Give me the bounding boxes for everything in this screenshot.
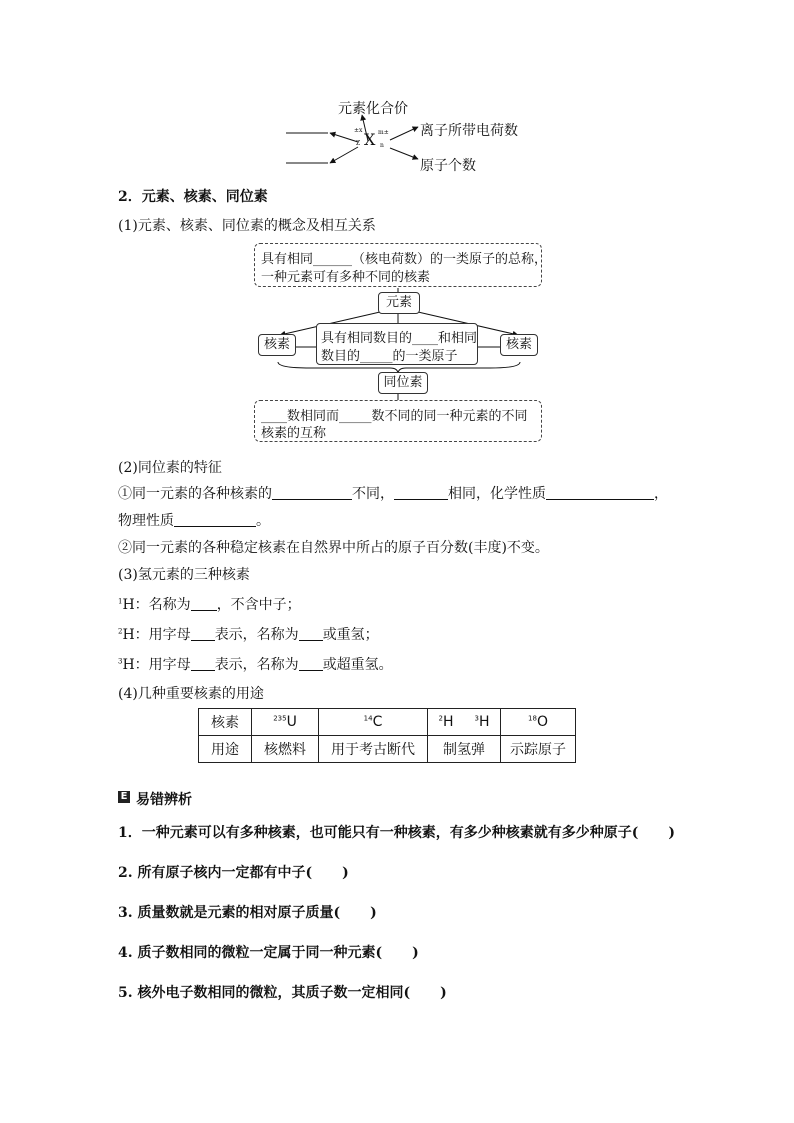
atom-count-label: 原子个数 xyxy=(420,158,476,174)
feature-1-line: ①同一元素的各种核素的 不同， 相同，化学性质 ， xyxy=(118,486,668,502)
isotope-box: 同位素 xyxy=(378,372,428,394)
isotope-definition-box: ____数相同而_____数不同的同一种元素的不同 核素的互称 xyxy=(254,400,542,442)
question-1: 1．一种元素可以有多种核素，也可能只有一种核素，有多少种核素就有多少种原子( ) xyxy=(118,825,675,841)
section-2-title: 2．元素、核素、同位素 xyxy=(118,189,268,205)
question-5: 5. 核外电子数相同的微粒，其质子数一定相同( ) xyxy=(118,985,447,1001)
subsection-1-title: (1)元素、核素、同位素的概念及相互关系 xyxy=(118,218,376,234)
errors-section-title: 易错辨析 xyxy=(136,792,192,808)
feature-2-line: ②同一元素的各种稳定核素在自然界中所占的原子百分数(丰度)不变。 xyxy=(118,540,549,556)
nuclide-symbol: ±x Z X m± n xyxy=(354,127,389,149)
deuterium-line: $^2$H：用字母 表示，名称为 或重氢； xyxy=(118,627,379,643)
subsection-2-title: (2)同位素的特征 xyxy=(118,460,222,476)
element-definition-box: 具有相同______（核电荷数）的一类原子的总称， 一种元素可有多种不同的核素 xyxy=(254,243,542,287)
table-cell: $^{14}$C xyxy=(319,709,428,736)
nuclide-right-box: 核素 xyxy=(500,334,538,356)
table-row xyxy=(199,736,576,763)
table-cell: $^{235}$U xyxy=(252,709,319,736)
question-3: 3. 质量数就是元素的相对原子质量( ) xyxy=(118,905,377,921)
nuclide-uses-table xyxy=(198,708,576,763)
table-cell: $^3$H xyxy=(464,709,501,736)
tritium-line: $^3$H：用字母 表示，名称为 或超重氢。 xyxy=(118,657,393,673)
table-cell: 核燃料 xyxy=(252,736,319,763)
question-2: 2. 所有原子核内一定都有中子( ) xyxy=(118,865,349,881)
table-cell: 示踪原子 xyxy=(501,736,576,763)
feature-1-line-2: 物理性质 。 xyxy=(118,513,270,529)
element-box: 元素 xyxy=(378,292,420,314)
table-cell: $^2$H xyxy=(428,709,465,736)
nuclide-left-box: 核素 xyxy=(258,334,296,356)
table-header-cell: 用途 xyxy=(199,736,252,763)
table-cell: $^{18}$O xyxy=(501,709,576,736)
protium-line: $^1$H：名称为 ，不含中子； xyxy=(118,597,301,613)
table-cell: 制氢弹 xyxy=(428,736,501,763)
nuclide-definition-box: 具有相同数目的____和相同 数目的_____的一类原子 xyxy=(316,323,478,365)
table-cell: 用于考古断代 xyxy=(319,736,428,763)
errors-section-icon: E xyxy=(118,791,130,803)
table-row xyxy=(199,709,576,736)
subsection-4-title: (4)几种重要核素的用途 xyxy=(118,686,264,702)
table-header-cell: 核素 xyxy=(199,709,252,736)
valence-label: 元素化合价 xyxy=(338,101,408,117)
subsection-3-title: (3)氢元素的三种核素 xyxy=(118,567,250,583)
ion-charge-label: 离子所带电荷数 xyxy=(420,123,518,139)
question-4: 4. 质子数相同的微粒一定属于同一种元素( ) xyxy=(118,945,419,961)
